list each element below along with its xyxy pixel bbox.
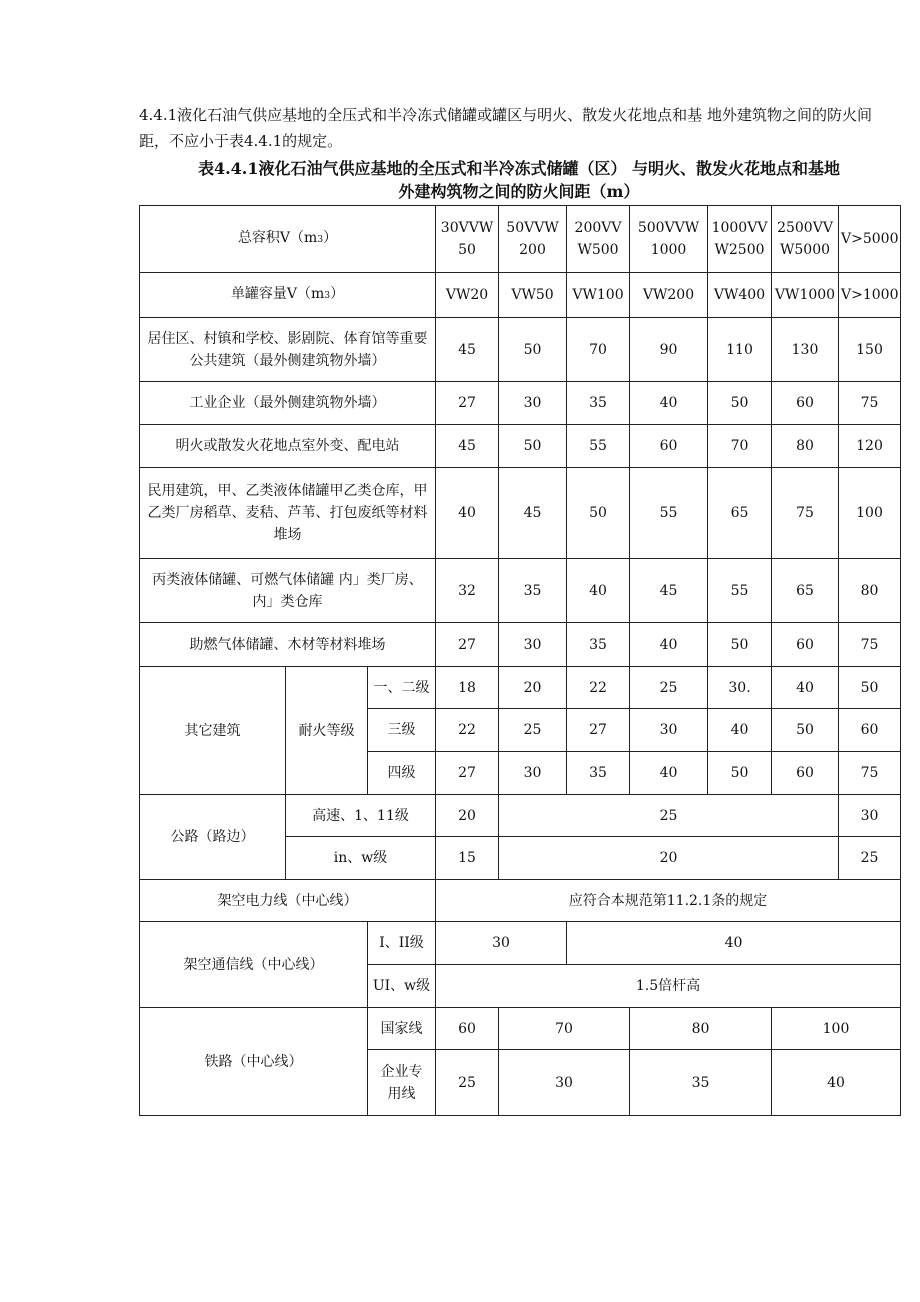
- header-single-row: [140, 273, 901, 318]
- row-value: 75: [772, 468, 839, 559]
- row-value: 120: [839, 425, 901, 468]
- row-value: 30: [630, 709, 708, 752]
- row-value: 70: [708, 425, 772, 468]
- row-value: 60: [772, 623, 839, 667]
- fire-rating-label: 耐火等级: [286, 667, 368, 795]
- row-value: 27: [567, 709, 630, 752]
- other-buildings-label: 其它建筑: [140, 667, 286, 795]
- row-value: 30: [499, 752, 567, 795]
- row-value: 40: [630, 623, 708, 667]
- row-label: 丙类液体储罐、可燃气体储罐 内」类厂房、内」类仓库: [140, 559, 436, 623]
- row-value: 45: [630, 559, 708, 623]
- single-col-2: VW50: [499, 273, 567, 318]
- row-value: 27: [436, 752, 499, 795]
- total-col-7: V>5000: [839, 206, 901, 273]
- row-value: 35: [630, 1050, 772, 1116]
- row-label: 明火或散发火花地点室外变、配电站: [140, 425, 436, 468]
- row-value: 18: [436, 667, 499, 709]
- row-value: 60: [772, 752, 839, 795]
- row-value: 60: [839, 709, 901, 752]
- row-value: 35: [567, 382, 630, 425]
- row-value: 75: [839, 382, 901, 425]
- row-value: 40: [708, 709, 772, 752]
- row-value: 65: [708, 468, 772, 559]
- grade-label: 一、二级: [368, 667, 436, 709]
- row-value: 80: [630, 1008, 772, 1050]
- row-value: 150: [839, 318, 901, 382]
- row-value: 50: [772, 709, 839, 752]
- row-value: 60: [436, 1008, 499, 1050]
- row-value: 25: [630, 667, 708, 709]
- row-value: 55: [567, 425, 630, 468]
- row-value: 60: [630, 425, 708, 468]
- grade-label: 四级: [368, 752, 436, 795]
- row-value: 1.5倍杆高: [436, 965, 901, 1008]
- railway-label: 铁路（中心线）: [140, 1008, 368, 1116]
- total-col-4: 500VVW 1000: [630, 206, 708, 273]
- comm-grade: UI、w级: [368, 965, 436, 1008]
- fire-distance-table: [139, 205, 901, 1116]
- highway-grade: in、w级: [286, 837, 436, 880]
- row-value: 30: [839, 795, 901, 837]
- intro-paragraph: 4.4.1液化石油气供应基地的全压式和半冷冻式储罐或罐区与明火、散发火花地点和基 地外建筑物之间的防火间距，不应小于表4.4.1的规定。: [139, 106, 872, 150]
- row-value: 45: [499, 468, 567, 559]
- table-caption: [139, 157, 899, 203]
- row-value: 25: [499, 795, 839, 837]
- row-value: 90: [630, 318, 708, 382]
- row-value: 40: [630, 382, 708, 425]
- table-row: [140, 559, 901, 623]
- row-value: 30: [499, 623, 567, 667]
- single-col-4: VW200: [630, 273, 708, 318]
- row-value: 100: [772, 1008, 901, 1050]
- railway-grade: 国家线: [368, 1008, 436, 1050]
- row-value: 50: [499, 318, 567, 382]
- row-value: 40: [567, 559, 630, 623]
- total-col-1: 30VVW 50: [436, 206, 499, 273]
- row-value: 45: [436, 425, 499, 468]
- row-label: 民用建筑，甲、乙类液体储罐甲乙类仓库，甲乙类厂房稻草、麦秸、芦苇、打包废纸等材料堆场: [140, 468, 436, 559]
- row-value: 50: [839, 667, 901, 709]
- row-value: 70: [567, 318, 630, 382]
- row-value: 55: [708, 559, 772, 623]
- row-value: 70: [499, 1008, 630, 1050]
- row-value: 45: [436, 318, 499, 382]
- table-row: [140, 425, 901, 468]
- total-col-3: 200VV W500: [567, 206, 630, 273]
- row-value: 50: [499, 425, 567, 468]
- row-value: 130: [772, 318, 839, 382]
- row-value: 40: [567, 922, 901, 965]
- row-value: 80: [839, 559, 901, 623]
- row-value: 40: [772, 667, 839, 709]
- total-volume-label: 总容积V（m3）: [140, 206, 436, 273]
- table-row: [140, 318, 901, 382]
- table-row: [140, 880, 901, 922]
- row-value: 65: [772, 559, 839, 623]
- row-value: 35: [567, 623, 630, 667]
- row-value: 110: [708, 318, 772, 382]
- row-value: 20: [436, 795, 499, 837]
- header-total-row: [140, 206, 901, 273]
- row-value: 25: [436, 1050, 499, 1116]
- row-value: 50: [567, 468, 630, 559]
- row-value: 25: [839, 837, 901, 880]
- row-value: 35: [567, 752, 630, 795]
- caption-line-1: 表4.4.1液化石油气供应基地的全压式和半冷冻式储罐（区） 与明火、散发火花地点和基地: [197, 159, 841, 178]
- row-value: 27: [436, 623, 499, 667]
- table-row: [140, 1008, 901, 1050]
- highway-label: 公路（路边）: [140, 795, 286, 880]
- total-col-2: 50VVW 200: [499, 206, 567, 273]
- total-col-6: 2500VV W5000: [772, 206, 839, 273]
- single-col-3: VW100: [567, 273, 630, 318]
- row-label: 助燃气体储罐、木材等材料堆场: [140, 623, 436, 667]
- caption-line-2: 外建构筑物之间的防火间距（m）: [398, 182, 640, 201]
- row-value: 20: [499, 837, 839, 880]
- power-line-label: 架空电力线（中心线）: [140, 880, 436, 922]
- row-value: 22: [567, 667, 630, 709]
- table-row: [140, 922, 901, 965]
- row-value: 40: [772, 1050, 901, 1116]
- row-value: 50: [708, 752, 772, 795]
- grade-label: 三级: [368, 709, 436, 752]
- row-value: 30: [499, 382, 567, 425]
- single-col-7: V>1000: [839, 273, 901, 318]
- row-value: 27: [436, 382, 499, 425]
- row-value: 60: [772, 382, 839, 425]
- row-value: 80: [772, 425, 839, 468]
- single-col-5: VW400: [708, 273, 772, 318]
- row-value: 50: [708, 382, 772, 425]
- railway-grade: 企业专用线: [368, 1050, 436, 1116]
- power-line-value: 应符合本规范第11.2.1条的规定: [436, 880, 901, 922]
- table-row: [140, 623, 901, 667]
- row-value: 35: [499, 559, 567, 623]
- row-value: 40: [630, 752, 708, 795]
- table-row: [140, 667, 901, 709]
- total-col-5: 1000VV W2500: [708, 206, 772, 273]
- row-value: 30.: [708, 667, 772, 709]
- table-row: [140, 468, 901, 559]
- row-value: 100: [839, 468, 901, 559]
- table-row: [140, 795, 901, 837]
- comm-grade: I、II级: [368, 922, 436, 965]
- row-label: 居住区、村镇和学校、影剧院、体育馆等重要公共建筑（最外侧建筑物外墙）: [140, 318, 436, 382]
- row-value: 22: [436, 709, 499, 752]
- comm-line-label: 架空通信线（中心线）: [140, 922, 368, 1008]
- row-value: 40: [436, 468, 499, 559]
- highway-grade: 高速、1、11级: [286, 795, 436, 837]
- row-value: 55: [630, 468, 708, 559]
- row-label: 工业企业（最外侧建筑物外墙）: [140, 382, 436, 425]
- row-value: 30: [499, 1050, 630, 1116]
- table-row: [140, 382, 901, 425]
- row-value: 50: [708, 623, 772, 667]
- single-tank-label: 单罐容量V（m3）: [140, 273, 436, 318]
- single-col-1: VW20: [436, 273, 499, 318]
- row-value: 20: [499, 667, 567, 709]
- row-value: 25: [499, 709, 567, 752]
- single-col-6: VW1000: [772, 273, 839, 318]
- row-value: 15: [436, 837, 499, 880]
- row-value: 32: [436, 559, 499, 623]
- row-value: 30: [436, 922, 567, 965]
- row-value: 75: [839, 752, 901, 795]
- row-value: 75: [839, 623, 901, 667]
